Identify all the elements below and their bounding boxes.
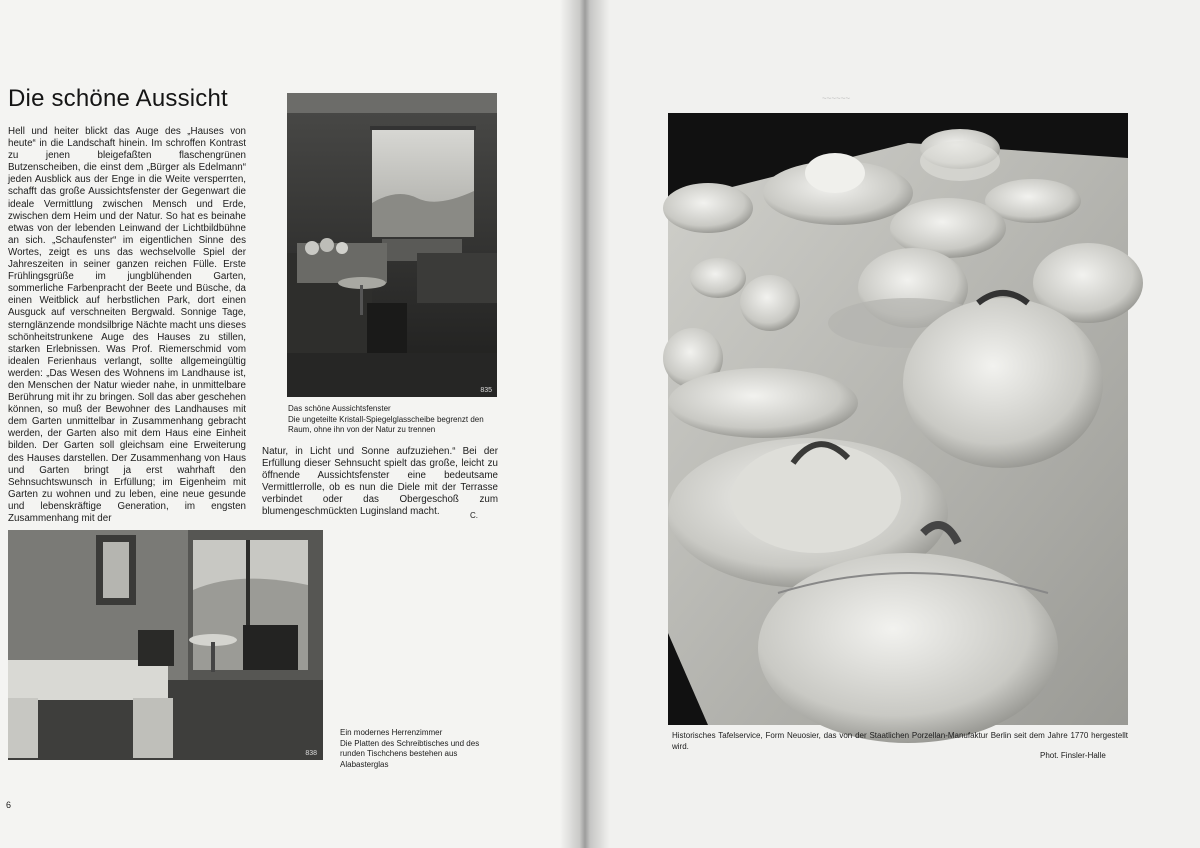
study-room-photo [8, 530, 323, 760]
study-caption-title: Ein modernes Herrenzimmer [340, 728, 443, 737]
article-body-column-2: Natur, in Licht und Sonne aufzuziehen.“ Bei der Erfüllung dieser Sehnsucht spielt das große, leicht zu öffnende Aussichtsfenster eine bedeutsame Vermittlerrolle, ob es nun die Diele mit der Terrasse verbindet oder das Obergeschoß zum blumengeschmückten Luginsland macht. [262, 446, 498, 518]
study-caption [340, 728, 500, 770]
porcelain-caption: Historisches Tafelservice, Form Neuosier, das von der Staatlichen Porzellan-Manufaktur Berlin seit dem Jahre 1770 hergestellt wird. [672, 731, 1128, 751]
book-gutter [560, 0, 610, 848]
window-plate-number: 835 [480, 387, 492, 394]
window-caption-text: Die ungeteilte Kristall-Spiegelglasscheibe begrenzt den Raum, ohne ihn von der Natur zu trennen [288, 414, 484, 434]
study-plate-number: 838 [305, 750, 317, 757]
article-title: Die schöne Aussicht [8, 85, 228, 112]
study-caption-text: Die Platten des Schreibtisches und des runden Tischchens bestehen aus Alabasterglas [340, 738, 480, 769]
window-caption [288, 404, 500, 436]
page-number: 6 [6, 800, 12, 810]
photo-credit: Phot. Finsler-Halle [1040, 751, 1106, 760]
window-caption-title: Das schöne Aussichtsfenster [288, 404, 391, 413]
author-signature: C. [470, 511, 478, 520]
article-body-column-1: Hell und heiter blickt das Auge des „Hauses von heute“ in die Landschaft hinein. Im schroffen Kontrast zu jenen bleigefaßten flaschengrünen Butzenscheiben, die einst dem „Bürger als Edelmann“ jeden Ausblick aus der Enge in die Weite versperrten, schafft das große Aussichtsfenster der Gegenwart die ideale Vermittlung zwischen Mensch und Erde, zwischen dem Heim und der Natur. So hat es beinahe etwas von der lebenden Leinwand der Lichtbildbühne an sich. „Schaufenster“ im eigentlichen Sinne des Wortes, zeigt es uns das wechselvolle Spiel der Jahreszeiten in seiner ganzen reichen Fülle. Erste Frühlingsgrüße im jungblühenden Garten, sommerliche Farbenpracht der Beete und Büsche, da einen Weitblick auf herbstlichen Park, dort einen Ausguck auf verschneiten Bergwald. Sonnige Tage, sternglänzende mondsilbrige Nächte macht uns dieses schönheitstrunkene Auge des Hauses zu stillen, starken Erlebnissen. Was Prof. Riemerschmid vom idealen Ferienhaus verlangt, sollte allgemeingültig werden: „Das Wesen des Wohnens im Landhause ist, den Menschen der Natur wieder nahe, in unmittelbare Berührung mit ihr zu bringen. Soll das aber geschehen können, so muß der Bewohner des Landhauses mit dem Garten unmittelbar in Zusammenhang gebracht werden, der Garten also mit dem Haus eine Einheit bilden. Der Garten soll gleichsam eine Erweiterung des Hauses darstellen. Der Zusammenhang von Haus und Garten bringt ja erst wahrhaft den Sehnsuchtswunsch in Erfüllung; im Eigenheim mit Garten zu wohnen und zu leben, eine neue gesunde und lebenskräftige Generation, im engsten Zusammenhang mit der [8, 126, 246, 524]
window-room-photo [287, 93, 497, 397]
pencil-mark: ~~~~~~ [822, 94, 851, 103]
porcelain-service-photo [668, 113, 1128, 725]
